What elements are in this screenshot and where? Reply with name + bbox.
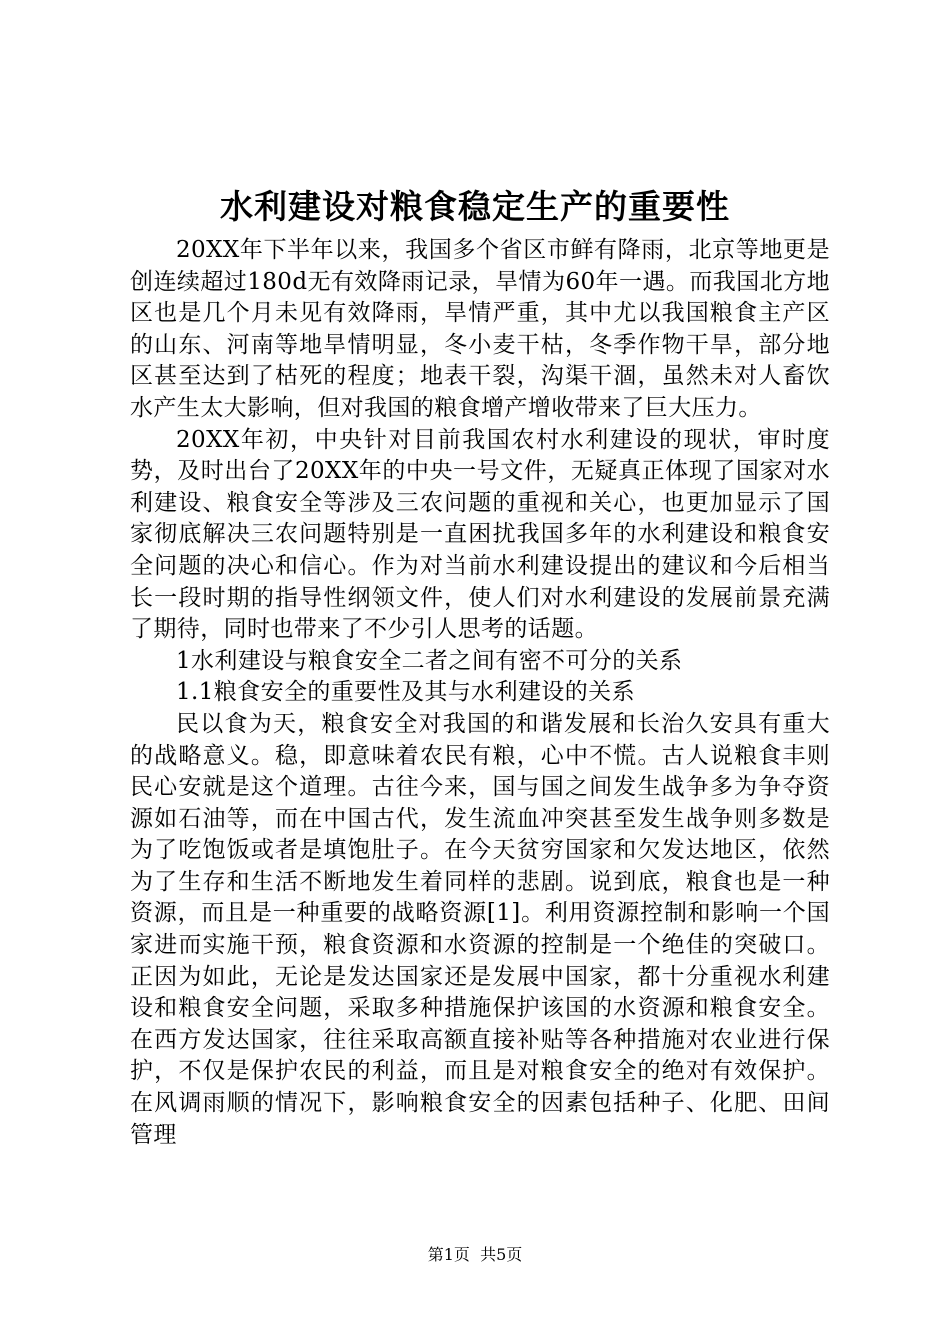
- page-total: 共5页: [480, 1245, 523, 1264]
- section-heading-1: 1水利建设与粮食安全二者之间有密不可分的关系: [176, 647, 683, 674]
- section-heading-1-1: 1.1粮食安全的重要性及其与水利建设的关系: [176, 679, 635, 706]
- paragraph-food-security: 民以食为天，粮食安全对我国的和谐发展和长治久安具有重大的战略意义。稳，即意味着农民有粮，心中不慌。古人说粮食丰则民心安就是这个道理。古往今来，国与国之间发生战争多为争夺资源如石油等，而在中国古代，发生流血冲突甚至发生战争则多数是为了吃饱饭或者是填饱肚子。在今天贫穷国家和欠发达地区，依然为了生存和生活不断地发生着同样的悲剧。说到底，粮食也是一种资源，而且是一种重要的战略资源[1]。利用资源控制和影响一个国家进而实施干预，粮食资源和水资源的控制是一个绝佳的突破口。正因为如此，无论是发达国家还是发展中国家，都十分重视水利建设和粮食安全问题，采取多种措施保护该国的水资源和粮食安全。在西方发达国家，往往采取高额直接补贴等各种措施对农业进行保护，不仅是保护农民的利益，而且是对粮食安全的绝对有效保护。在风调雨顺的情况下，影响粮食安全的因素包括种子、化肥、田间管理: [130, 710, 830, 1148]
- paragraph-drought: 20XX年下半年以来，我国多个省区市鲜有降雨，北京等地更是创连续超过180d无有效降雨记录，旱情为60年一遇。而我国北方地区也是几个月未见有效降雨，旱情严重，其中尤以我国粮食主产区的山东、河南等地旱情明显，冬小麦干枯，冬季作物干旱，部分地区甚至达到了枯死的程度；地表干裂，沟渠干涸，虽然未对人畜饮水产生太大影响，但对我国的粮食增产增收带来了巨大压力。: [130, 237, 830, 421]
- page-number: 第1页: [427, 1245, 470, 1264]
- document-title: 水利建设对粮食稳定生产的重要性: [220, 187, 730, 226]
- page-footer: [0, 1243, 950, 1267]
- document-body: [130, 235, 830, 1151]
- paragraph-policy: 20XX年初，中央针对目前我国农村水利建设的现状，审时度势，及时出台了20XX年的中央一号文件，无疑真正体现了国家对水利建设、粮食安全等涉及三农问题的重视和关心，也更加显示了国家彻底解决三农问题特别是一直困扰我国多年的水利建设和粮食安全问题的决心和信心。作为对当前水利建设提出的建议和今后相当长一段时期的指导性纲领文件，使人们对水利建设的发展前景充满了期待，同时也带来了不少引人思考的话题。: [130, 426, 830, 643]
